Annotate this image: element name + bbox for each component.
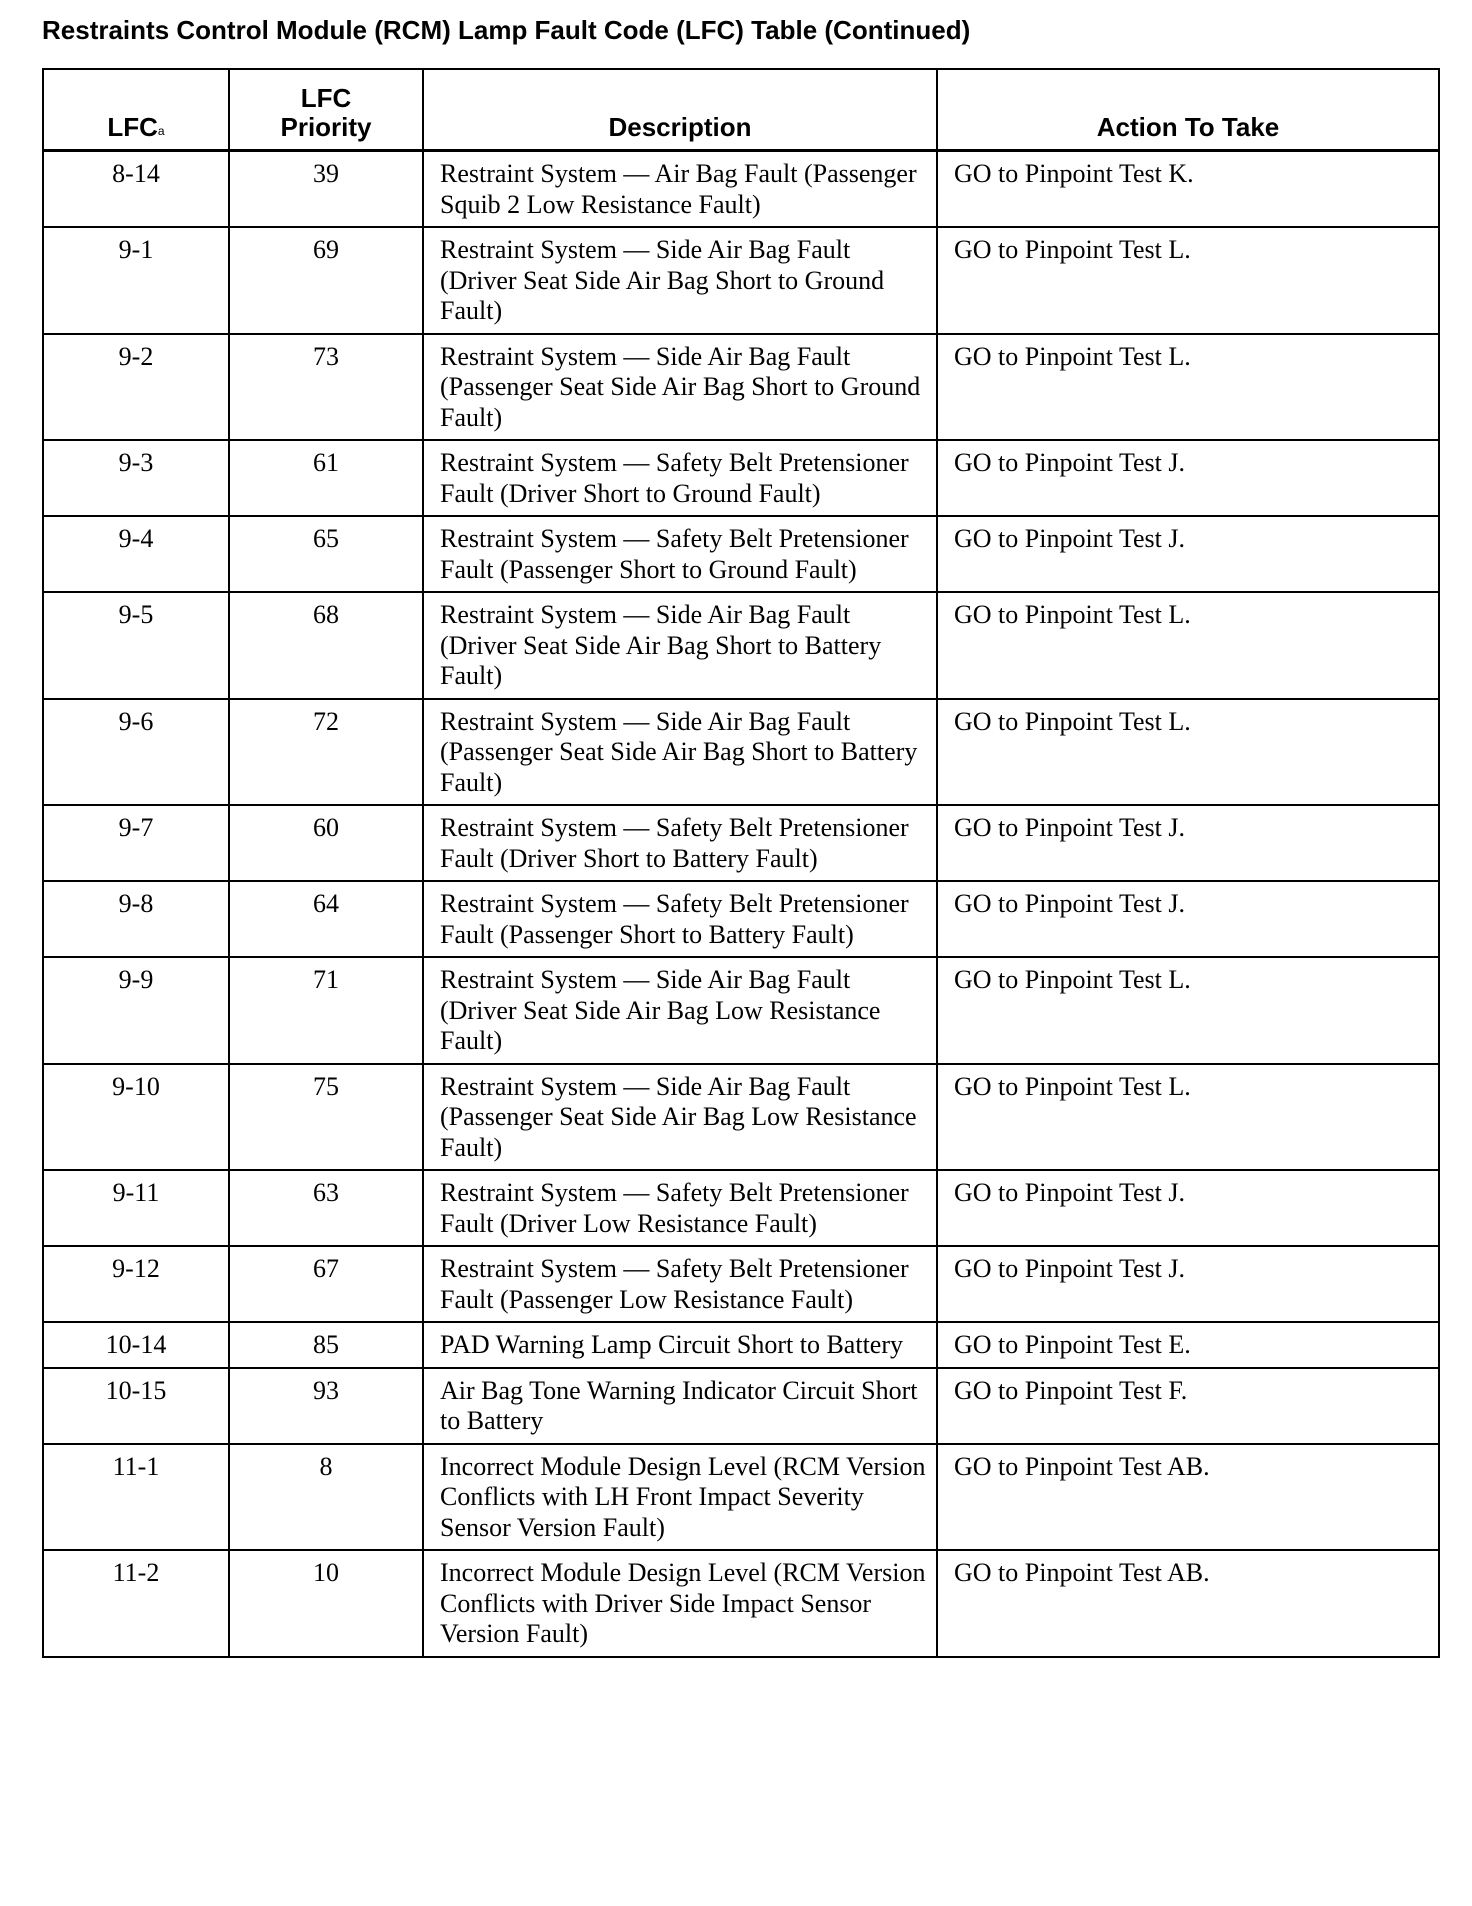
description-cell: Restraint System — Safety Belt Pretensioner Fault (Passenger Low Resistance Fault) bbox=[423, 1246, 937, 1322]
table-header bbox=[43, 69, 1439, 151]
lfc-cell: 11-2 bbox=[43, 1550, 229, 1657]
priority-cell: 73 bbox=[229, 334, 423, 441]
description-cell: Restraint System — Safety Belt Pretensioner Fault (Passenger Short to Ground Fault) bbox=[423, 516, 937, 592]
table-row bbox=[43, 1064, 1439, 1171]
action-cell: GO to Pinpoint Test J. bbox=[937, 881, 1439, 957]
lfc-cell: 9-8 bbox=[43, 881, 229, 957]
page-title: Restraints Control Module (RCM) Lamp Fault Code (LFC) Table (Continued) bbox=[42, 15, 971, 45]
action-cell: GO to Pinpoint Test L. bbox=[937, 227, 1439, 334]
priority-cell: 65 bbox=[229, 516, 423, 592]
description-cell: Restraint System — Side Air Bag Fault (Passenger Seat Side Air Bag Low Resistance Fault) bbox=[423, 1064, 937, 1171]
lfc-cell: 9-4 bbox=[43, 516, 229, 592]
priority-cell: 63 bbox=[229, 1170, 423, 1246]
header-lfc-label: LFC bbox=[107, 112, 158, 142]
table-row bbox=[43, 1170, 1439, 1246]
action-cell: GO to Pinpoint Test E. bbox=[937, 1322, 1439, 1368]
header-lfc bbox=[43, 69, 229, 151]
lfc-cell: 11-1 bbox=[43, 1444, 229, 1551]
action-cell: GO to Pinpoint Test L. bbox=[937, 957, 1439, 1064]
action-cell: GO to Pinpoint Test K. bbox=[937, 151, 1439, 228]
table-row bbox=[43, 334, 1439, 441]
lfc-cell: 9-3 bbox=[43, 440, 229, 516]
lfc-cell: 9-7 bbox=[43, 805, 229, 881]
priority-cell: 85 bbox=[229, 1322, 423, 1368]
description-cell: Restraint System — Safety Belt Pretensioner Fault (Driver Short to Ground Fault) bbox=[423, 440, 937, 516]
action-cell: GO to Pinpoint Test J. bbox=[937, 805, 1439, 881]
header-lfc-footnote-marker: a bbox=[157, 124, 165, 138]
priority-cell: 67 bbox=[229, 1246, 423, 1322]
header-description: Description bbox=[423, 69, 937, 151]
lfc-cell: 9-11 bbox=[43, 1170, 229, 1246]
lfc-cell: 10-15 bbox=[43, 1368, 229, 1444]
table-row bbox=[43, 881, 1439, 957]
header-priority-line1: LFC bbox=[300, 83, 352, 113]
table-row bbox=[43, 699, 1439, 806]
table-row bbox=[43, 592, 1439, 699]
action-cell: GO to Pinpoint Test F. bbox=[937, 1368, 1439, 1444]
priority-cell: 39 bbox=[229, 151, 423, 228]
priority-cell: 10 bbox=[229, 1550, 423, 1657]
header-row bbox=[43, 69, 1439, 151]
priority-cell: 68 bbox=[229, 592, 423, 699]
priority-cell: 69 bbox=[229, 227, 423, 334]
table-row bbox=[43, 805, 1439, 881]
table-row bbox=[43, 1444, 1439, 1551]
priority-cell: 8 bbox=[229, 1444, 423, 1551]
description-cell: Restraint System — Safety Belt Pretensioner Fault (Driver Short to Battery Fault) bbox=[423, 805, 937, 881]
description-cell: Restraint System — Air Bag Fault (Passenger Squib 2 Low Resistance Fault) bbox=[423, 151, 937, 228]
description-cell: Restraint System — Side Air Bag Fault (Driver Seat Side Air Bag Short to Battery Fault) bbox=[423, 592, 937, 699]
priority-cell: 60 bbox=[229, 805, 423, 881]
priority-cell: 71 bbox=[229, 957, 423, 1064]
description-cell: Incorrect Module Design Level (RCM Version Conflicts with Driver Side Impact Sensor Version Fault) bbox=[423, 1550, 937, 1657]
description-cell: PAD Warning Lamp Circuit Short to Battery bbox=[423, 1322, 937, 1368]
action-cell: GO to Pinpoint Test AB. bbox=[937, 1550, 1439, 1657]
action-cell: GO to Pinpoint Test AB. bbox=[937, 1444, 1439, 1551]
table-row bbox=[43, 440, 1439, 516]
lfc-cell: 10-14 bbox=[43, 1322, 229, 1368]
description-cell: Restraint System — Side Air Bag Fault (Driver Seat Side Air Bag Low Resistance Fault) bbox=[423, 957, 937, 1064]
description-cell: Restraint System — Side Air Bag Fault (Passenger Seat Side Air Bag Short to Battery Fault) bbox=[423, 699, 937, 806]
action-cell: GO to Pinpoint Test J. bbox=[937, 440, 1439, 516]
action-cell: GO to Pinpoint Test J. bbox=[937, 1170, 1439, 1246]
description-cell: Restraint System — Safety Belt Pretensioner Fault (Passenger Short to Battery Fault) bbox=[423, 881, 937, 957]
table-body bbox=[43, 151, 1439, 1657]
lfc-cell: 8-14 bbox=[43, 151, 229, 228]
table-row bbox=[43, 1368, 1439, 1444]
description-cell: Restraint System — Side Air Bag Fault (Driver Seat Side Air Bag Short to Ground Fault) bbox=[423, 227, 937, 334]
header-priority bbox=[229, 69, 423, 151]
priority-cell: 72 bbox=[229, 699, 423, 806]
lfc-cell: 9-5 bbox=[43, 592, 229, 699]
priority-cell: 61 bbox=[229, 440, 423, 516]
lfc-cell: 9-6 bbox=[43, 699, 229, 806]
lfc-table bbox=[42, 68, 1440, 1658]
description-cell: Incorrect Module Design Level (RCM Version Conflicts with LH Front Impact Severity Sensor Version Fault) bbox=[423, 1444, 937, 1551]
action-cell: GO to Pinpoint Test L. bbox=[937, 592, 1439, 699]
table-row bbox=[43, 1550, 1439, 1657]
action-cell: GO to Pinpoint Test L. bbox=[937, 334, 1439, 441]
priority-cell: 75 bbox=[229, 1064, 423, 1171]
table-row bbox=[43, 1246, 1439, 1322]
action-cell: GO to Pinpoint Test L. bbox=[937, 699, 1439, 806]
lfc-cell: 9-9 bbox=[43, 957, 229, 1064]
lfc-cell: 9-1 bbox=[43, 227, 229, 334]
action-cell: GO to Pinpoint Test L. bbox=[937, 1064, 1439, 1171]
action-cell: GO to Pinpoint Test J. bbox=[937, 1246, 1439, 1322]
priority-cell: 64 bbox=[229, 881, 423, 957]
table-row bbox=[43, 1322, 1439, 1368]
table-row bbox=[43, 957, 1439, 1064]
table-row bbox=[43, 227, 1439, 334]
priority-cell: 93 bbox=[229, 1368, 423, 1444]
table-row bbox=[43, 516, 1439, 592]
action-cell: GO to Pinpoint Test J. bbox=[937, 516, 1439, 592]
description-cell: Restraint System — Side Air Bag Fault (Passenger Seat Side Air Bag Short to Ground Fault) bbox=[423, 334, 937, 441]
lfc-cell: 9-2 bbox=[43, 334, 229, 441]
description-cell: Restraint System — Safety Belt Pretensioner Fault (Driver Low Resistance Fault) bbox=[423, 1170, 937, 1246]
table-row bbox=[43, 151, 1439, 228]
header-priority-line2: Priority bbox=[280, 112, 372, 142]
lfc-cell: 9-12 bbox=[43, 1246, 229, 1322]
header-action: Action To Take bbox=[937, 69, 1439, 151]
description-cell: Air Bag Tone Warning Indicator Circuit Short to Battery bbox=[423, 1368, 937, 1444]
lfc-cell: 9-10 bbox=[43, 1064, 229, 1171]
